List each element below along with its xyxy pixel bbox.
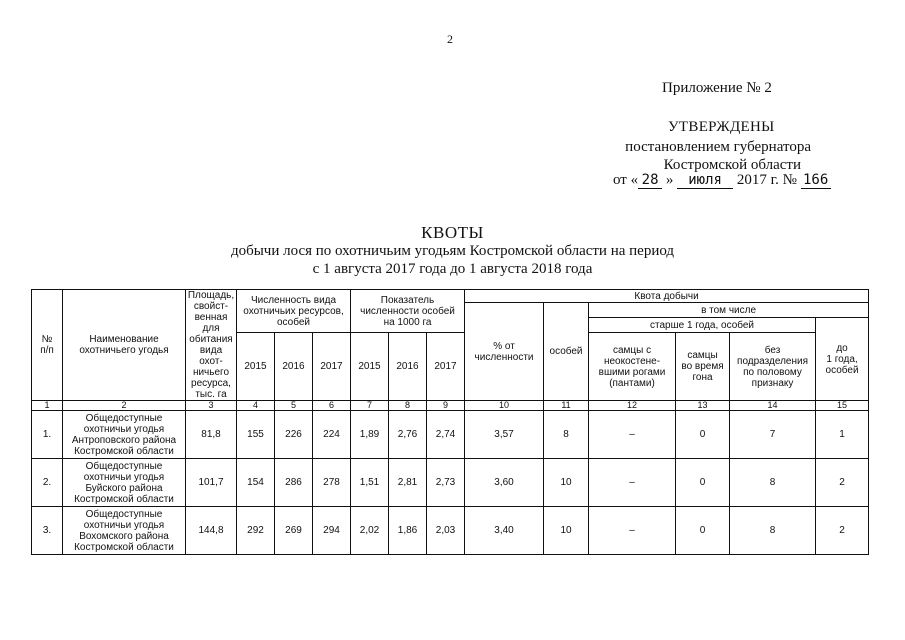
row-quota-individuals: 10 bbox=[544, 459, 589, 507]
header-density-2016: 2016 bbox=[389, 333, 427, 401]
header-older-than-1: старше 1 года, особей bbox=[589, 318, 816, 333]
column-number: 3 bbox=[186, 401, 237, 411]
row-quota-individuals: 10 bbox=[544, 507, 589, 555]
column-number: 10 bbox=[465, 401, 544, 411]
row-number: 3. bbox=[32, 507, 63, 555]
column-numbers-row bbox=[32, 401, 869, 411]
row-quota-percent: 3,57 bbox=[465, 411, 544, 459]
date-month: июля bbox=[677, 172, 733, 189]
row-density-2016: 2,81 bbox=[389, 459, 427, 507]
row-males-rut: 0 bbox=[676, 411, 730, 459]
row-density-2017: 2,73 bbox=[427, 459, 465, 507]
row-males-rut: 0 bbox=[676, 507, 730, 555]
document-title: КВОТЫ bbox=[421, 223, 484, 242]
row-area: 144,8 bbox=[186, 507, 237, 555]
column-number: 7 bbox=[351, 401, 389, 411]
approval-heading: УТВЕРЖДЕНЫ bbox=[668, 119, 775, 135]
row-density-2015: 2,02 bbox=[351, 507, 389, 555]
row-name: Общедоступные охотничьи угодья Антроповского района Костромской области bbox=[63, 411, 186, 459]
approval-by: постановлением губернатора bbox=[625, 139, 811, 155]
row-count-2016: 226 bbox=[275, 411, 313, 459]
row-count-2017: 224 bbox=[313, 411, 351, 459]
row-name: Общедоступные охотничьи угодья Буйского района Костромской области bbox=[63, 459, 186, 507]
document-subtitle-1: добычи лося по охотничьим угодьям Костромской области на период bbox=[230, 243, 675, 259]
header-density-2015: 2015 bbox=[351, 333, 389, 401]
column-number: 9 bbox=[427, 401, 465, 411]
table-row bbox=[32, 459, 869, 507]
row-quota-percent: 3,40 bbox=[465, 507, 544, 555]
row-no-sex-division: 8 bbox=[730, 459, 816, 507]
column-number: 6 bbox=[313, 401, 351, 411]
row-males-antlers: – bbox=[589, 459, 676, 507]
row-count-2015: 155 bbox=[237, 411, 275, 459]
approval-date-line bbox=[613, 172, 831, 189]
header-under-1-year: до 1 года, особей bbox=[816, 318, 869, 401]
header-no-sex-division: без подразделения по половому признаку bbox=[730, 333, 816, 401]
row-density-2016: 2,76 bbox=[389, 411, 427, 459]
date-mid: » bbox=[665, 172, 674, 188]
row-number: 2. bbox=[32, 459, 63, 507]
row-density-2017: 2,03 bbox=[427, 507, 465, 555]
row-count-2015: 292 bbox=[237, 507, 275, 555]
date-day: 28 bbox=[638, 172, 662, 189]
column-number: 2 bbox=[63, 401, 186, 411]
header-count-2015: 2015 bbox=[237, 333, 275, 401]
row-males-antlers: – bbox=[589, 507, 676, 555]
row-count-2016: 269 bbox=[275, 507, 313, 555]
row-quota-percent: 3,60 bbox=[465, 459, 544, 507]
row-area: 81,8 bbox=[186, 411, 237, 459]
row-count-2017: 294 bbox=[313, 507, 351, 555]
row-males-rut: 0 bbox=[676, 459, 730, 507]
row-males-antlers: – bbox=[589, 411, 676, 459]
row-under-1-year: 1 bbox=[816, 411, 869, 459]
row-area: 101,7 bbox=[186, 459, 237, 507]
row-count-2016: 286 bbox=[275, 459, 313, 507]
table-row bbox=[32, 411, 869, 459]
row-name: Общедоступные охотничьи угодья Вохомского района Костромской области bbox=[63, 507, 186, 555]
row-density-2015: 1,51 bbox=[351, 459, 389, 507]
column-number: 11 bbox=[544, 401, 589, 411]
row-count-2015: 154 bbox=[237, 459, 275, 507]
row-no-sex-division: 7 bbox=[730, 411, 816, 459]
header-density: Показатель численности особей на 1000 га bbox=[351, 290, 465, 333]
header-count-2017: 2017 bbox=[313, 333, 351, 401]
header-percent: % от численности bbox=[465, 303, 544, 401]
page-number: 2 bbox=[447, 32, 453, 46]
header-density-2017: 2017 bbox=[427, 333, 465, 401]
column-number: 5 bbox=[275, 401, 313, 411]
row-quota-individuals: 8 bbox=[544, 411, 589, 459]
row-under-1-year: 2 bbox=[816, 507, 869, 555]
column-number: 8 bbox=[389, 401, 427, 411]
row-count-2017: 278 bbox=[313, 459, 351, 507]
date-year: 2017 г. № bbox=[736, 172, 797, 188]
column-number: 14 bbox=[730, 401, 816, 411]
header-males-antlers: самцы с неокостене- вшими рогами (пантами) bbox=[589, 333, 676, 401]
header-including: в том числе bbox=[589, 303, 869, 318]
header-count: Численность вида охотничьих ресурсов, особей bbox=[237, 290, 351, 333]
header-males-rut: самцы во время гона bbox=[676, 333, 730, 401]
row-density-2017: 2,74 bbox=[427, 411, 465, 459]
header-num: № п/п bbox=[32, 290, 63, 401]
table-row bbox=[32, 507, 869, 555]
column-number: 15 bbox=[816, 401, 869, 411]
quota-table bbox=[31, 289, 869, 555]
date-prefix: от « bbox=[613, 172, 639, 188]
row-density-2016: 1,86 bbox=[389, 507, 427, 555]
row-density-2015: 1,89 bbox=[351, 411, 389, 459]
approval-region: Костромской области bbox=[663, 157, 801, 173]
header-name: Наименование охотничьего угодья bbox=[63, 290, 186, 401]
document-subtitle-2: с 1 августа 2017 года до 1 августа 2018 года bbox=[312, 261, 593, 277]
row-no-sex-division: 8 bbox=[730, 507, 816, 555]
row-number: 1. bbox=[32, 411, 63, 459]
header-count-2016: 2016 bbox=[275, 333, 313, 401]
row-under-1-year: 2 bbox=[816, 459, 869, 507]
column-number: 1 bbox=[32, 401, 63, 411]
document-number: 166 bbox=[801, 172, 831, 189]
header-area: Площадь, свойст- венная для обитания вида охот- ничьего ресурса, тыс. га bbox=[186, 290, 237, 401]
header-individuals: особей bbox=[544, 303, 589, 401]
column-number: 13 bbox=[676, 401, 730, 411]
column-number: 4 bbox=[237, 401, 275, 411]
column-number: 12 bbox=[589, 401, 676, 411]
annex-label: Приложение № 2 bbox=[662, 80, 772, 96]
header-quota: Квота добычи bbox=[465, 290, 869, 303]
